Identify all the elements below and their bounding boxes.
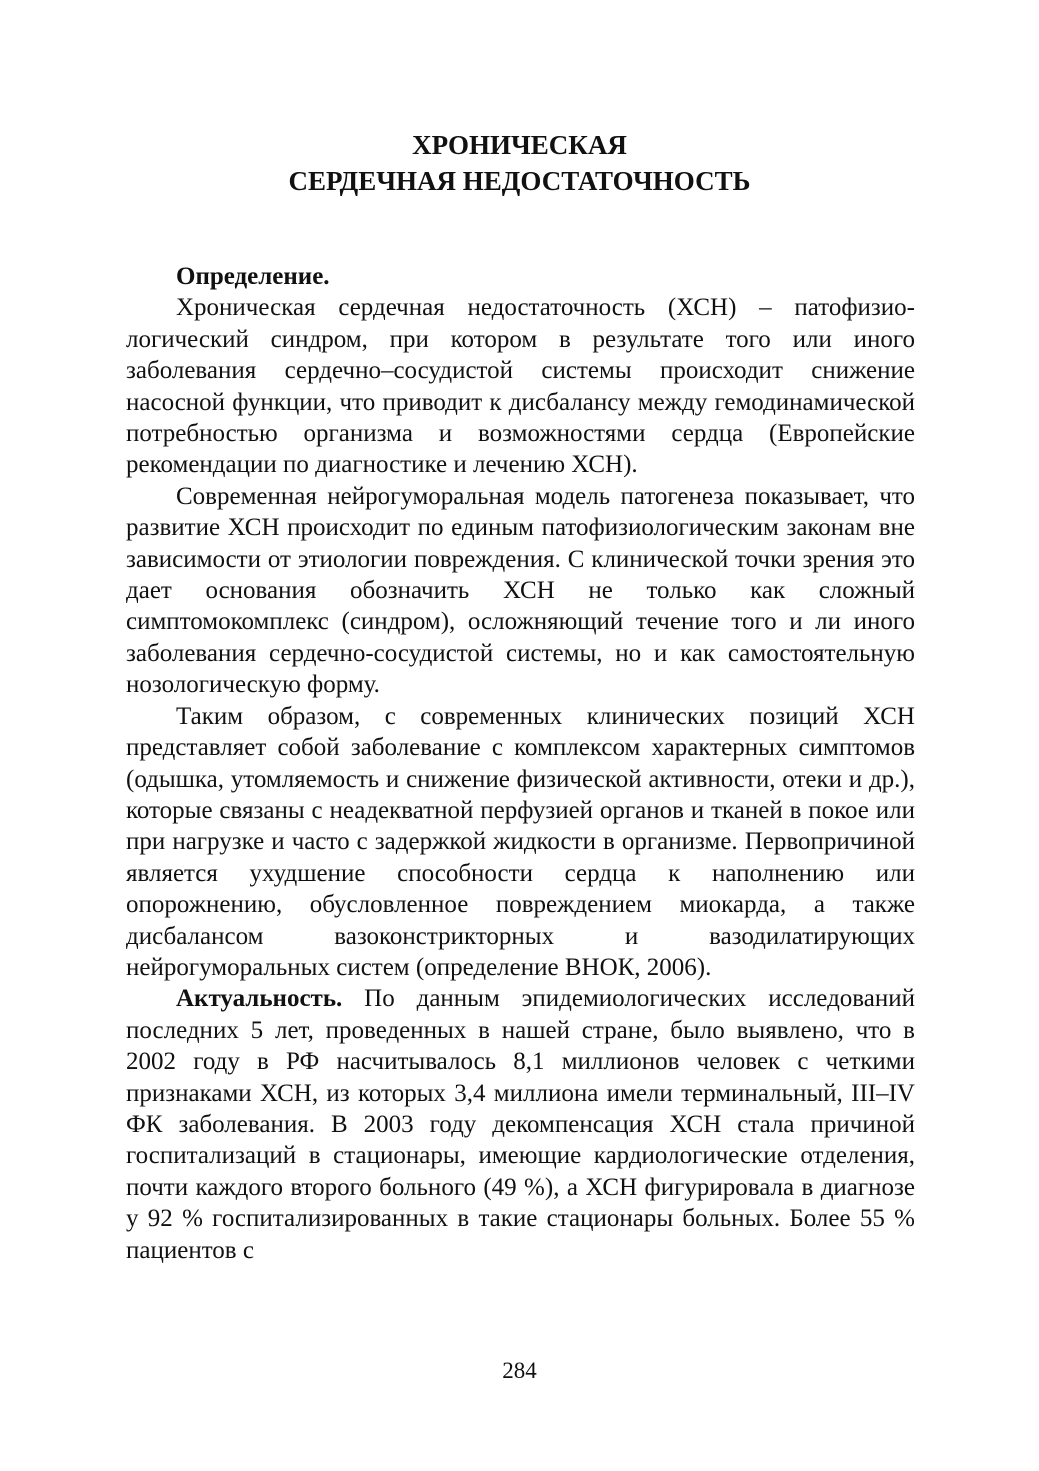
page-number: 284 [502,1358,537,1383]
definition-paragraph-1: Хроническая сердечная недостаточность (ХСН) – патофизиологический синдром, при котором в результате того или иного заболевания сердечно–сосудистой системы происходит снижение насосной функции, что приводит к дисбалансу между гемодинамической потребностью организма и возможностями сердца (Европейские рекомендации по диагностике и лечению ХСН). [126,294,915,479]
definition-heading: Определение. [176,263,330,290]
chapter-title [0,127,1039,199]
definition-paragraph-2: Современная нейрогуморальная модель патогенеза показывает, что развитие ХСН происходит по единым патофизиологическим законам вне зависимости от этиологии повреждения. С клинической точки зрения это дает основания обозначить ХСН не только как сложный симптомокомплекс (синдром), осложняющий течение того и ли иного заболевания сердечно-сосудистой системы, но и как самостоятельную нозологическую форму. [126,482,915,699]
relevance-lead: Актуальность. [176,985,343,1013]
relevance-text: По данным эпидемиологических исследований последних 5 лет, проведенных в нашей стране, было выявлено, что в 2002 году в РФ насчитывалось 8,1 миллионов человек с четкими признаками ХСН, из которых 3,4 миллиона имели терминальный, III–IV ФК заболевания. В 2003 году декомпенсация ХСН стала причиной госпитализаций в стационары, имеющие кардиологические отделения, почти каждого второго больного (49 %), а ХСН фигурировала в диагнозе у 92 % госпитализированных в такие стационары больных. Более 55 % пациентов с [126,985,915,1264]
chapter-title-line-2: СЕРДЕЧНАЯ НЕДОСТАТОЧНОСТЬ [288,166,751,196]
body-text [126,261,915,1266]
chapter-title-line-1: ХРОНИЧЕСКАЯ [412,130,627,160]
definition-paragraph-3: Таким образом, с современных клинических позиций ХСН представляет собой заболевание с комплексом характерных симптомов (одышка, утомляемость и снижение физической активности, отеки и др.), которые связаны с неадекватной перфузией органов и тканей в покое или при нагрузке и часто с задержкой жидкости в организме. Первопричиной является ухудшение способности сердца к наполнению или опорожнению, обусловленное повреждением миокарда, а также дисбалансом вазоконстрикторных и вазодилатирующих нейрогуморальных систем (определение ВНОК, 2006). [126,702,915,981]
relevance-paragraph [126,983,915,1266]
